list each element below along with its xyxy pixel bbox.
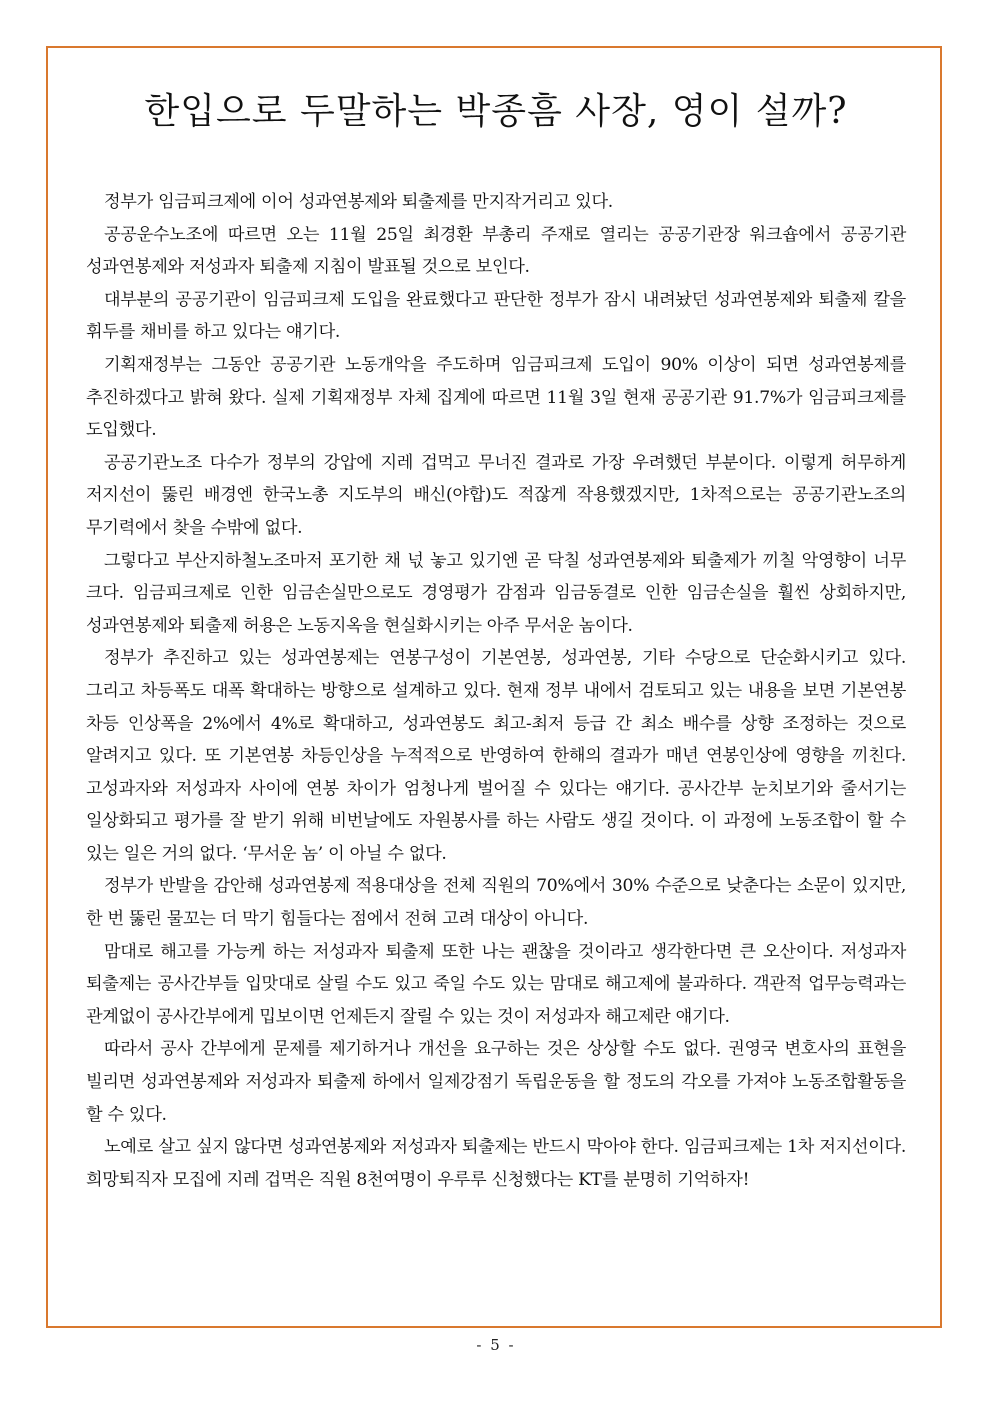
paragraph: 그렇다고 부산지하철노조마저 포기한 채 넋 놓고 있기엔 곧 닥칠 성과연봉제와 퇴출제가 끼칠 악영향이 너무 크다. 임금피크제로 인한 임금손실만으로도 경영평가 감점과 임금동결로 인한 임금손실을 훨씬 상회하지만, 성과연봉제와 퇴출제 허용은 노동지옥을 현실화시키는 아주 무서운 놈이다. [86,550,906,636]
paragraph: 따라서 공사 간부에게 문제를 제기하거나 개선을 요구하는 것은 상상할 수도 없다. 권영국 변호사의 표현을 빌리면 성과연봉제와 저성과자 퇴출제 하에서 일제강점기 독립운동을 할 정도의 각오를 가져야 노동조합활동을 할 수 있다. [86,1039,906,1125]
paragraph: 정부가 반발을 감안해 성과연봉제 적용대상을 전체 직원의 70%에서 30% 수준으로 낮춘다는 소문이 있지만, 한 번 뚫린 물꼬는 더 막기 힘들다는 점에서 전혀 고려 대상이 아니다. [86,876,906,930]
paragraph: 공공기관노조 다수가 정부의 강압에 지레 겁먹고 무너진 결과로 가장 우려했던 부분이다. 이렇게 허무하게 저지선이 뚫린 배경엔 한국노총 지도부의 배신(야합)도 적잖게 작용했겠지만, 1차적으로는 공공기관노조의 무기력에서 찾을 수밖에 없다. [86,452,906,538]
paragraph: 정부가 임금피크제에 이어 성과연봉제와 퇴출제를 만지작거리고 있다. [104,192,613,212]
paragraph: 맘대로 해고를 가능케 하는 저성과자 퇴출제 또한 나는 괜찮을 것이라고 생각한다면 큰 오산이다. 저성과자 퇴출제는 공사간부들 입맛대로 살릴 수도 있고 죽일 수도 있는 맘대로 해고제에 불과하다. 객관적 업무능력과는 관계없이 공사간부에게 밉보이면 언제든지 잘릴 수 있는 것이 저성과자 해고제란 얘기다. [86,941,906,1027]
paragraph: 노예로 살고 싶지 않다면 성과연봉제와 저성과자 퇴출제는 반드시 막아야 한다. 임금피크제는 1차 저지선이다. 희망퇴직자 모집에 지레 겁먹은 직원 8천여명이 우루루 신청했다는 KT를 분명히 기억하자! [86,1137,906,1190]
paragraph: 대부분의 공공기관이 임금피크제 도입을 완료했다고 판단한 정부가 잠시 내려놨던 성과연봉제와 퇴출제 칼을 휘두를 채비를 하고 있다는 얘기다. [86,289,906,343]
paragraph: 기획재정부는 그동안 공공기관 노동개악을 주도하며 임금피크제 도입이 90% 이상이 되면 성과연봉제를 추진하겠다고 밝혀 왔다. 실제 기획재정부 자체 집계에 따르면 11월 3일 현재 공공기관 91.7%가 임금피크제를 도입했다. [86,354,906,441]
page-title: 한입으로 두말하는 박종흠 사장, 영이 설까? [144,91,848,132]
paragraph: 공공운수노조에 따르면 오는 11월 25일 최경환 부총리 주재로 열리는 공공기관장 워크숍에서 공공기관 성과연봉제와 저성과자 퇴출제 지침이 발표될 것으로 보인다. [86,224,906,278]
paragraph: 정부가 추진하고 있는 성과연봉제는 연봉구성이 기본연봉, 성과연봉, 기타 수당으로 단순화시키고 있다. 그리고 차등폭도 대폭 확대하는 방향으로 설계하고 있다. 현재 정부 내에서 검토되고 있는 내용을 보면 기본연봉 차등 인상폭을 2%에서 4%로 확대하고, 성과연봉도 최고-최저 등급 간 최소 배수를 상향 조정하는 것으로 알려지고 있다. 또 기본연봉 차등인상을 누적적으로 반영하여 한해의 결과가 매년 연봉인상에 영향을 끼친다. 고성과자와 저성과자 사이에 연봉 차이가 엄청나게 벌어질 수 있다는 얘기다. 공사간부 눈치보기와 줄서기는 일상화되고 평가를 잘 받기 위해 비번날에도 자원봉사를 하는 사람도 생길 것이다. 이 과정에 노동조합이 할 수 있는 일은 거의 없다. ‘무서운 놈’ 이 아닐 수 없다. [86,648,906,864]
page-number: - 5 - [476,1336,516,1354]
article-body [86,186,906,1196]
